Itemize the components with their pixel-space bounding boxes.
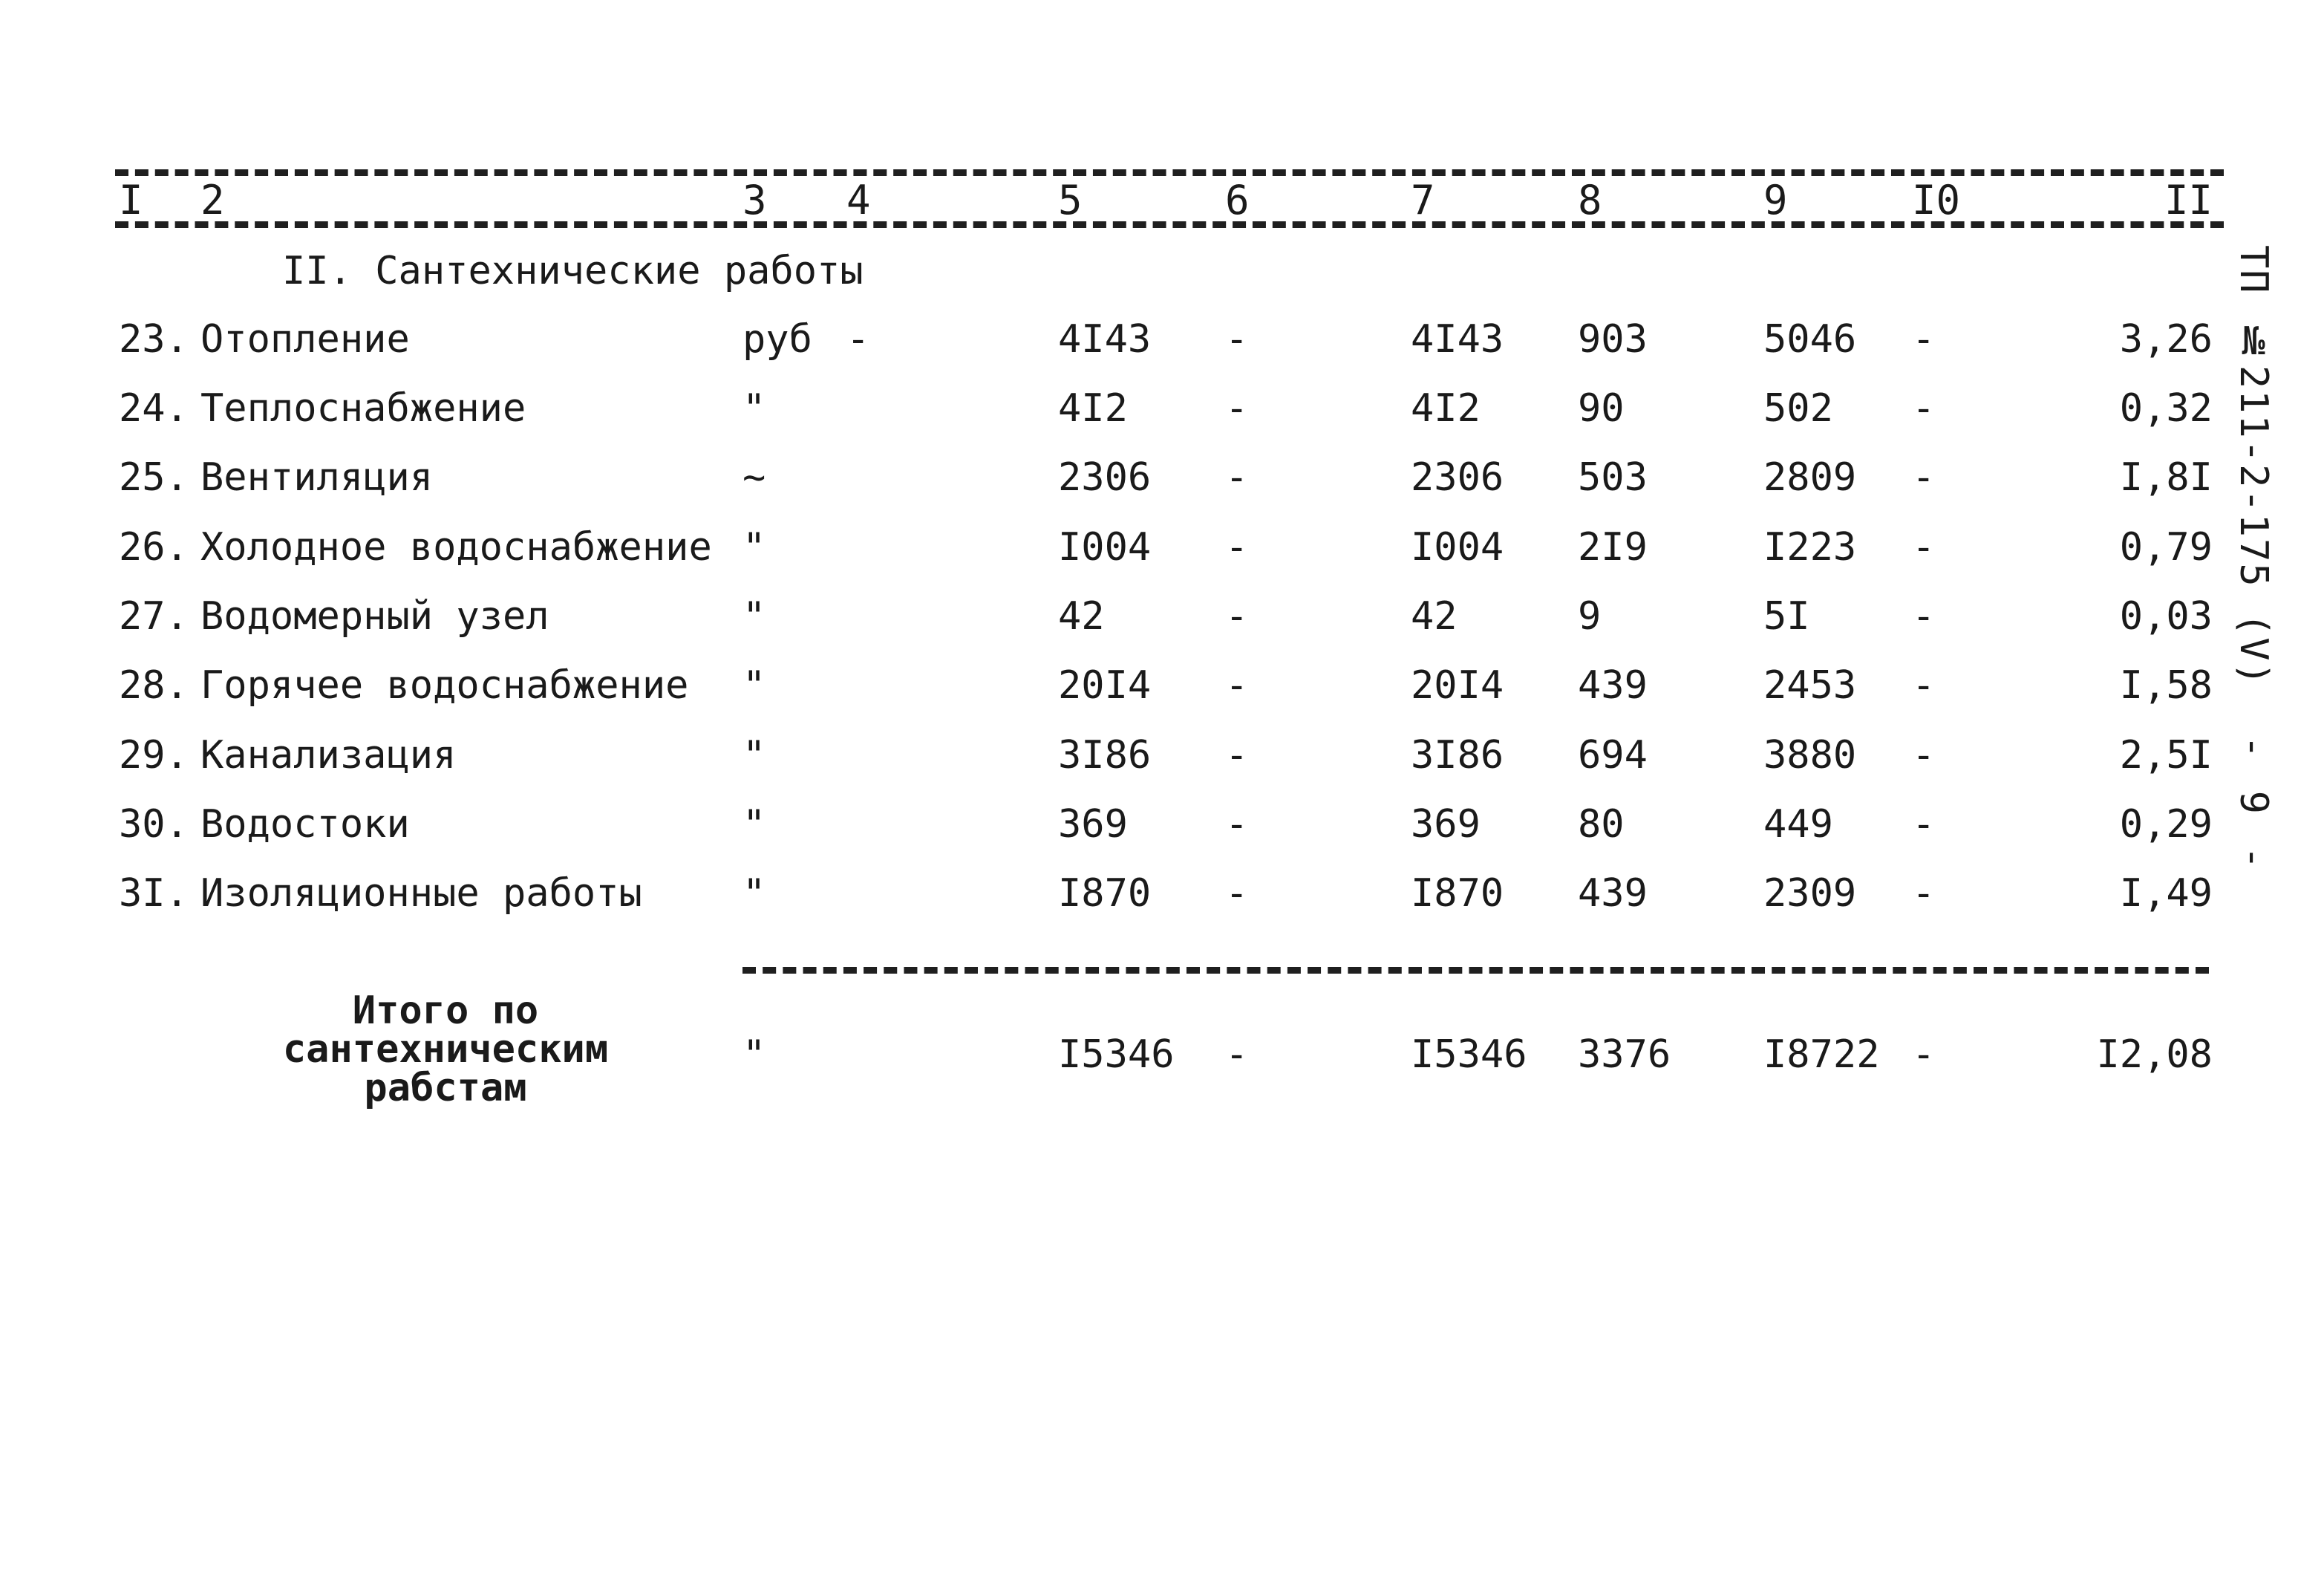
total-rule [742,967,2209,974]
page-number: - 9 - [2231,735,2276,874]
col-8-value: 9 [1578,594,1602,639]
total-row [0,1029,2324,1081]
col-6-value: - [1225,525,1249,570]
col-8-value: 90 [1578,386,1625,431]
col-9-value: 2453 [1763,663,1857,708]
total-label-line2: рабстам [364,1066,527,1110]
col-5-value: 4I43 [1058,317,1152,362]
col-11-value: 2,5I [2119,733,2213,778]
unit: " [742,386,766,431]
col-7-value: I004 [1411,525,1504,570]
col-header-6: 6 [1225,177,1250,224]
col-10-value: - [1912,1032,1936,1077]
table-row [0,313,2324,365]
col-9-value: 2809 [1763,455,1857,500]
unit: " [742,594,766,639]
col-11-value: 0,29 [2119,802,2213,847]
work-name: Канализация [200,733,457,778]
row-number: 24. [119,386,189,431]
col-5-value: I004 [1058,525,1152,570]
col-10-value: - [1912,802,1936,847]
col-8-value: 2I9 [1578,525,1648,570]
col-7-value: 369 [1411,802,1481,847]
work-name: Изоляционные работы [200,871,642,916]
row-number: 29. [119,733,189,778]
col-6-value: - [1225,663,1249,708]
col-9-value: 502 [1763,386,1833,431]
col-6-value: - [1225,594,1249,639]
row-number: 23. [119,317,189,362]
col-6-value: - [1225,733,1249,778]
col-header-1: I [119,177,143,224]
col-header-7: 7 [1411,177,1435,224]
col-header-2: 2 [200,177,225,224]
col-9-value: 5I [1763,594,1810,639]
col-6-value: - [1225,386,1249,431]
col-10-value: - [1912,594,1936,639]
col-7-value: I5346 [1411,1032,1527,1077]
col-header-4: 4 [846,177,871,224]
col-11-value: I,49 [2119,871,2213,916]
col-11-value: 0,03 [2119,594,2213,639]
col-7-value: 4I43 [1411,317,1504,362]
document-code: ТП №211-2-175 (V) [2231,245,2276,687]
work-name: Отопление [200,317,410,362]
work-name: Горячее водоснабжение [200,663,689,708]
col-header-11: II [2164,177,2213,224]
col-6-value: - [1225,317,1249,362]
col-10-value: - [1912,525,1936,570]
col-8-value: 439 [1578,871,1648,916]
row-number: 25. [119,455,189,500]
unit: " [742,871,766,916]
col-6-value: - [1225,802,1249,847]
table-row [0,659,2324,711]
unit: руб [742,317,812,362]
row-number: 30. [119,802,189,847]
unit: " [742,1032,766,1077]
col-9-value: 3880 [1763,733,1857,778]
col-10-value: - [1912,386,1936,431]
col-6-value: - [1225,455,1249,500]
col-8-value: 903 [1578,317,1648,362]
col-5-value: 2306 [1058,455,1152,500]
col-8-value: 694 [1578,733,1648,778]
table-row [0,867,2324,919]
col-7-value: 20I4 [1411,663,1504,708]
table-row [0,798,2324,850]
col-5-value: I870 [1058,871,1152,916]
col-11-value: 0,32 [2119,386,2213,431]
unit: " [742,525,766,570]
col-header-3: 3 [742,177,767,224]
col-9-value: I8722 [1763,1032,1880,1077]
col-8-value: 503 [1578,455,1648,500]
col-9-value: 5046 [1763,317,1857,362]
total-label-line1: Итого по сантехническим [282,988,609,1072]
col-9-value: 449 [1763,802,1833,847]
col-7-value: I870 [1411,871,1504,916]
row-number: 3I. [119,871,189,916]
unit: " [742,663,766,708]
col-7-value: 42 [1411,594,1458,639]
col-11-value: I2,08 [2096,1032,2213,1077]
col-header-8: 8 [1578,177,1602,224]
col-10-value: - [1912,733,1936,778]
col-5-value: 20I4 [1058,663,1152,708]
row-number: 27. [119,594,189,639]
unit: " [742,802,766,847]
col-10-value: - [1912,455,1936,500]
col-11-value: I,8I [2119,455,2213,500]
col-header-5: 5 [1058,177,1083,224]
table-row [0,521,2324,573]
col-5-value: 42 [1058,594,1105,639]
col-11-value: 0,79 [2119,525,2213,570]
col-header-9: 9 [1763,177,1788,224]
table-row [0,452,2324,504]
section-title: II. Сантехнические работы [282,249,864,293]
work-name: Холодное водоснабжение [200,525,712,570]
col-7-value: 4I2 [1411,386,1481,431]
table-row [0,382,2324,434]
col-8-value: 439 [1578,663,1648,708]
work-name: Водомерный узел [200,594,549,639]
unit: ~ [742,455,766,500]
col-5-value: 4I2 [1058,386,1128,431]
table-row [0,590,2324,642]
col-11-value: 3,26 [2119,317,2213,362]
col-4-value: - [846,317,870,362]
row-number: 28. [119,663,189,708]
col-5-value: 369 [1058,802,1128,847]
col-7-value: 3I86 [1411,733,1504,778]
header-bottom-rule [115,221,2224,228]
col-7-value: 2306 [1411,455,1504,500]
col-header-10: I0 [1912,177,1961,224]
col-6-value: - [1225,871,1249,916]
work-name: Вентиляция [200,455,434,500]
col-8-value: 80 [1578,802,1625,847]
col-10-value: - [1912,317,1936,362]
table-row [0,729,2324,781]
col-6-value: - [1225,1032,1249,1077]
col-9-value: 2309 [1763,871,1857,916]
col-11-value: I,58 [2119,663,2213,708]
col-10-value: - [1912,871,1936,916]
unit: " [742,733,766,778]
col-9-value: I223 [1763,525,1857,570]
column-header-row [0,175,2324,227]
col-8-value: 3376 [1578,1032,1671,1077]
work-name: Теплоснабжение [200,386,526,431]
col-10-value: - [1912,663,1936,708]
col-5-value: 3I86 [1058,733,1152,778]
work-name: Водостоки [200,802,410,847]
row-number: 26. [119,525,189,570]
col-5-value: I5346 [1058,1032,1175,1077]
